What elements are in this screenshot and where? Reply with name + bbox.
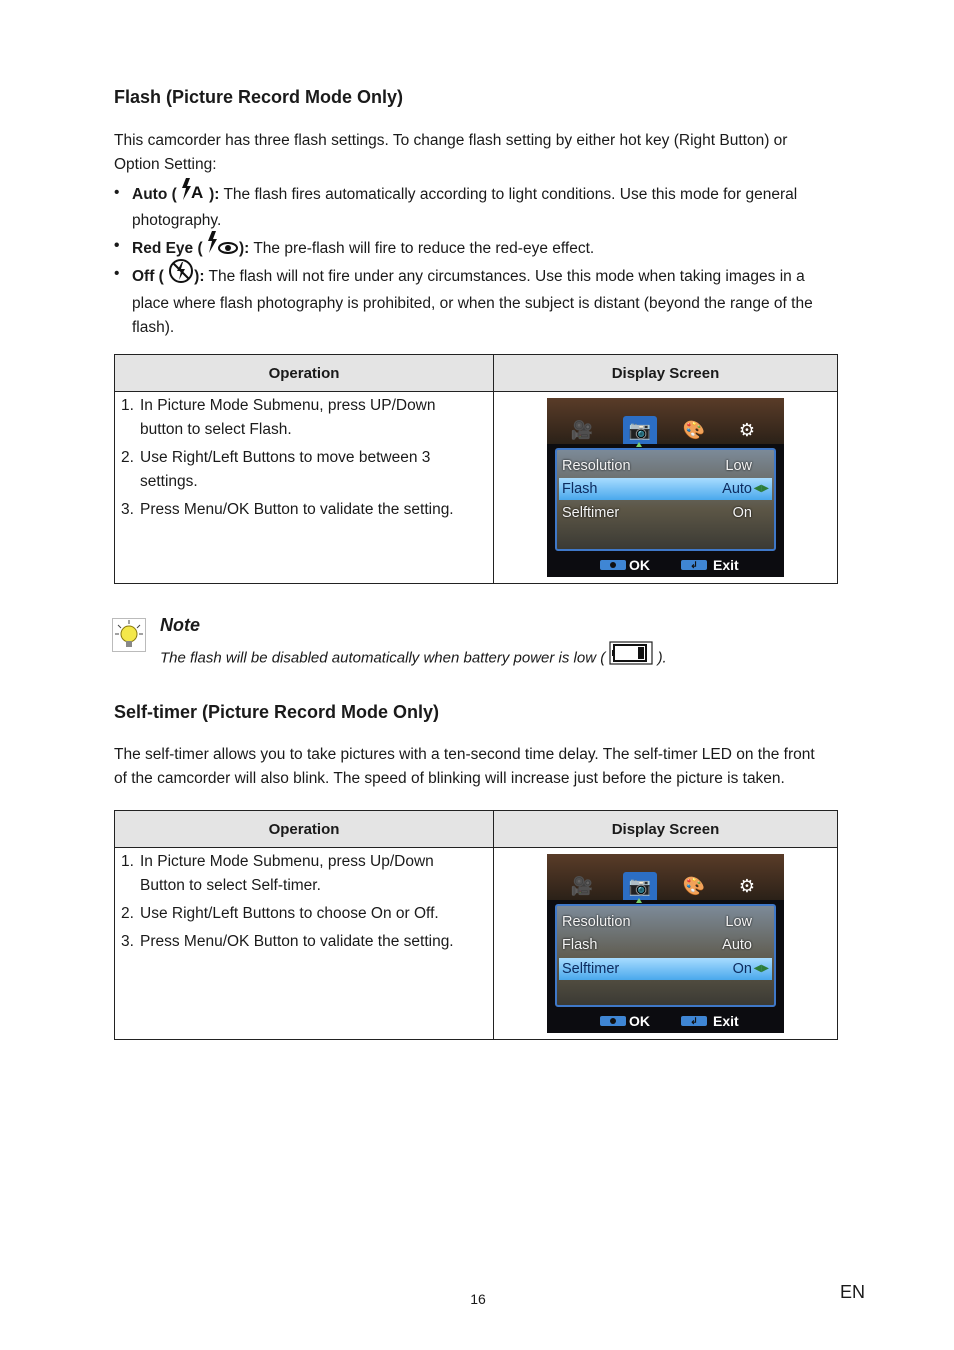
gear-icon: ⚙ bbox=[738, 876, 756, 896]
video-camera-icon: 🎥 bbox=[570, 420, 594, 440]
exit-button-icon: ↲ bbox=[681, 1016, 707, 1026]
selftimer-intro: The self-timer allows you to take pictures with a ten-second time delay. The self-timer LED on the front of the camcorder will also blink. The speed of blinking will increase just before the picture is taken. bbox=[114, 746, 815, 787]
camera-screen-selftimer bbox=[547, 854, 784, 1033]
screen-button-bar: OK ↲ Exit bbox=[547, 554, 784, 577]
step-item: 2. Use Right/Left Buttons to choose On or Off. bbox=[121, 905, 439, 922]
camera-icon: 📷 bbox=[623, 416, 657, 444]
camera-icon: 📷 bbox=[623, 872, 657, 900]
screen-menu-row: Resolution Low bbox=[562, 914, 752, 930]
flash-red-eye-icon bbox=[207, 230, 239, 264]
screen-menu-row: Resolution Low bbox=[562, 458, 752, 474]
flash-off-icon bbox=[168, 258, 194, 292]
screen-menu-row-selected: Flash Auto ◀▶ bbox=[559, 478, 772, 500]
step-item: 1. In Picture Mode Submenu, press Up/Down Button to select Self-timer. bbox=[121, 853, 434, 894]
table-header-operation: Operation bbox=[115, 811, 494, 848]
screen-menu-row-selected: Selftimer On ◀▶ bbox=[559, 958, 772, 980]
flash-auto-icon bbox=[181, 177, 209, 209]
selftimer-steps-cell bbox=[115, 848, 494, 1040]
lightbulb-icon bbox=[112, 618, 146, 652]
gear-icon: ⚙ bbox=[738, 420, 756, 440]
screen-button-bar: OK ↲ Exit bbox=[547, 1010, 784, 1033]
video-camera-icon: 🎥 bbox=[570, 876, 594, 896]
screen-menu-row: Selftimer On bbox=[562, 505, 752, 521]
left-right-arrow-icon: ◀▶ bbox=[753, 963, 769, 974]
screen-menu-row: Flash Auto bbox=[562, 937, 752, 953]
screen-menu bbox=[555, 448, 776, 551]
step-item: 3. Press Menu/OK Button to validate the setting. bbox=[121, 933, 454, 950]
screen-menu bbox=[555, 904, 776, 1007]
left-right-arrow-icon: ◀▶ bbox=[753, 483, 769, 494]
table-header-display: Display Screen bbox=[494, 811, 838, 848]
selftimer-section-title: Self-timer (Picture Record Mode Only) bbox=[114, 702, 440, 722]
ok-button-icon bbox=[600, 560, 626, 570]
flash-steps-cell bbox=[115, 392, 494, 584]
table-header-operation: Operation bbox=[115, 355, 494, 392]
page-number: 16 bbox=[470, 1291, 486, 1307]
svg-text:A: A bbox=[191, 183, 204, 201]
note-text: The flash will be disabled automatically when battery power is low ( ). bbox=[160, 645, 667, 672]
exit-button-icon: ↲ bbox=[681, 560, 707, 570]
step-item: 1. In Picture Mode Submenu, press UP/Down button to select Flash. bbox=[121, 397, 436, 438]
selected-tab-indicator bbox=[636, 898, 642, 903]
note-title: Note bbox=[160, 615, 200, 635]
selected-tab-indicator bbox=[636, 442, 642, 447]
language-label: EN bbox=[840, 1282, 866, 1302]
table-header-display: Display Screen bbox=[494, 355, 838, 392]
flash-section-title: Flash (Picture Record Mode Only) bbox=[114, 87, 404, 107]
flash-intro: This camcorder has three flash settings. To change flash setting by either hot key (Right Button) or Option Setting: bbox=[114, 132, 788, 173]
step-item: 2. Use Right/Left Buttons to move between 3 settings. bbox=[121, 449, 431, 490]
palette-icon: 🎨 bbox=[682, 420, 706, 440]
step-item: 3. Press Menu/OK Button to validate the setting. bbox=[121, 501, 454, 518]
ok-button-icon bbox=[600, 1016, 626, 1026]
camera-screen-flash bbox=[547, 398, 784, 577]
battery-low-icon bbox=[609, 641, 653, 672]
palette-icon: 🎨 bbox=[682, 876, 706, 896]
